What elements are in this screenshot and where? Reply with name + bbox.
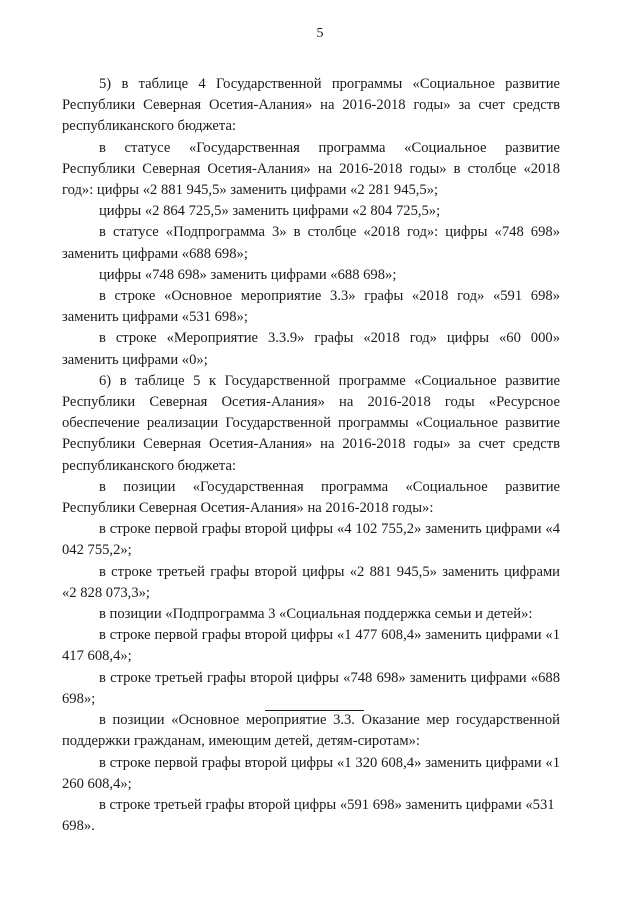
document-body [62, 74, 560, 837]
paragraph-position-state-program: в позиции «Государственная программа «Социальное развитие Республики Северная Осетия-Алания» на 2016-2018 годы»: [62, 478, 560, 517]
paragraph-position-main-activity-3-3: в позиции «Основное мероприятие 3.3. Оказание мер государственной поддержки гражданам, имеющим детей, детям-сиротам»: [62, 712, 560, 750]
paragraph-replace-figures: цифры «2 864 725,5» заменить цифрами «2 804 725,5»; [99, 203, 441, 220]
paragraph-row-first-column: в строке первой графы второй цифры «4 102 755,2» заменить цифрами «4 042 755,2»; [62, 521, 560, 559]
paragraph-status-state-program: в статусе «Государственная программа «Социальное развитие Республики Северная Осетия-Алания» на 2016-2018 годы» в столбце «2018 год»: цифры «2 881 945,5» заменить цифрами «2 281 945,5»; [62, 139, 560, 199]
end-of-document-rule [265, 710, 364, 711]
paragraph-row-third-column: в строке третьей графы второй цифры «2 881 945,5» заменить цифрами «2 828 073,3»; [62, 563, 560, 601]
paragraph-position-subprogram-3: в позиции «Подпрограмма 3 «Социальная поддержка семьи и детей»: [99, 606, 533, 623]
page-number: 5 [316, 26, 324, 41]
paragraph-activity-3-3-9: в строке «Мероприятие 3.3.9» графы «2018 год» цифры «60 000» заменить цифрами «0»; [62, 330, 560, 368]
paragraph-row-third-column: в строке третьей графы второй цифры «591 698» заменить цифрами «531 698». [62, 796, 555, 835]
paragraph-item-5: 5) в таблице 4 Государственной программы «Социальное развитие Республики Северная Осетия-Алания» на 2016-2018 годы» за счет средств республиканского бюджета: [62, 76, 560, 135]
paragraph-replace-figures: цифры «748 698» заменить цифрами «688 698»; [99, 266, 397, 283]
paragraph-row-first-column: в строке первой графы второй цифры «1 320 608,4» заменить цифрами «1 260 608,4»; [62, 754, 560, 792]
paragraph-row-first-column: в строке первой графы второй цифры «1 477 608,4» заменить цифрами «1 417 608,4»; [62, 627, 560, 665]
paragraph-row-third-column: в строке третьей графы второй цифры «748 698» заменить цифрами «688 698»; [62, 669, 560, 707]
paragraph-main-activity-3-3: в строке «Основное мероприятие 3.3» графы «2018 год» «591 698» заменить цифрами «531 698»; [62, 288, 560, 326]
paragraph-item-6: 6) в таблице 5 к Государственной программе «Социальное развитие Республики Северная Осетия-Алания» на 2016-2018 годы «Ресурсное обеспечение реализации Государственной программы «Социальное развитие Республики Северная Осетия-Алания» на 2016-2018 годы» за счет средств республиканского бюджета: [62, 372, 560, 474]
paragraph-status-subprogram-3: в статусе «Подпрограмма 3» в столбце «2018 год»: цифры «748 698» заменить цифрами «688 698»; [62, 224, 560, 262]
